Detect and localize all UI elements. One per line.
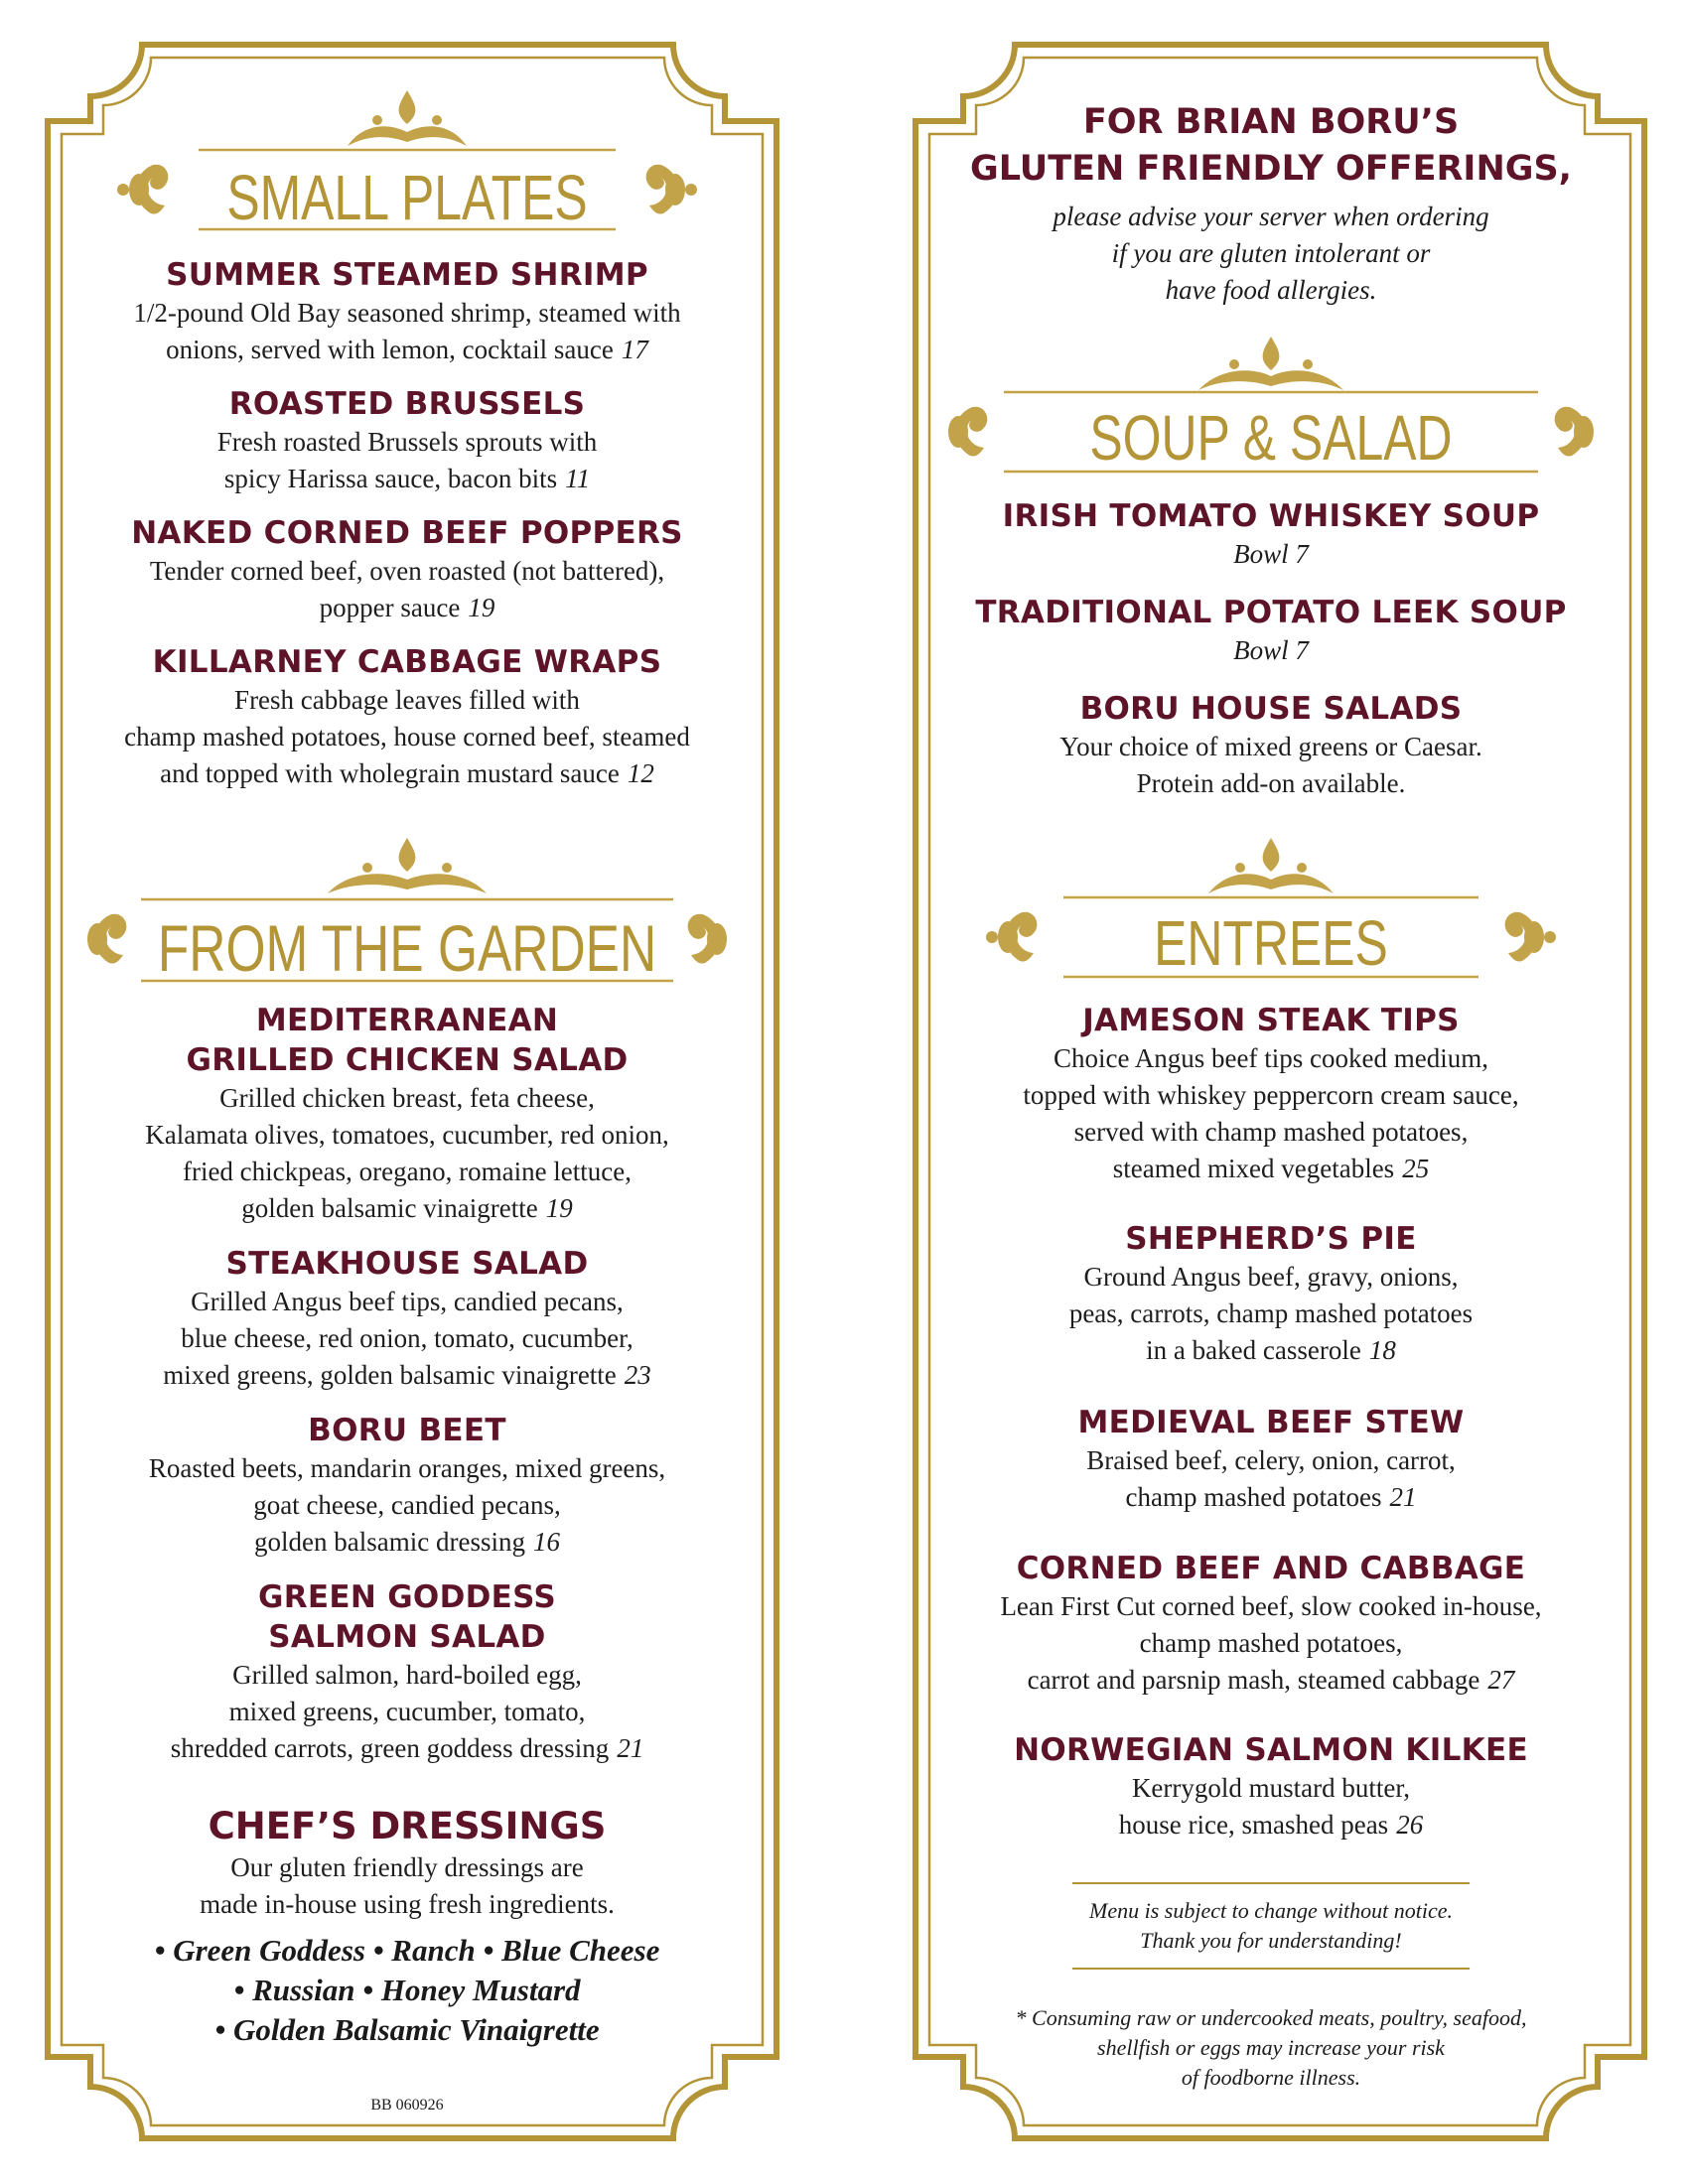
gluten-note-line: if you are gluten intolerant or <box>1111 238 1431 268</box>
item-detail: Bowl 7 <box>1233 635 1309 665</box>
menu-code-wrap <box>79 2097 735 2115</box>
item-price: 19 <box>468 593 495 622</box>
item-title: GREEN GODDESS <box>257 1579 556 1615</box>
dressings-heading: CHEF’S DRESSINGS <box>208 1805 607 1847</box>
entrees-heading: ENTREES <box>1154 908 1388 980</box>
item-title: TRADITIONAL POTATO LEEK SOUP <box>975 595 1567 630</box>
warning-line: of foodborne illness. <box>1181 2065 1361 2090</box>
menu-item-tomato-soup <box>938 496 1604 573</box>
menu-item-shepherds-pie <box>938 1219 1604 1369</box>
item-title: GRILLED CHICKEN SALAD <box>186 1042 629 1078</box>
item-title: JAMESON STEAK TIPS <box>1082 1003 1460 1038</box>
item-title: IRISH TOMATO WHISKEY SOUP <box>1002 498 1540 534</box>
item-price: 12 <box>627 758 654 788</box>
ornament-banner-icon <box>79 832 735 991</box>
item-price: 11 <box>565 464 591 493</box>
chefs-dressings <box>79 1804 735 2050</box>
item-desc-line: Grilled Angus beef tips, candied pecans, <box>191 1287 624 1316</box>
menu-item-brussels <box>79 384 735 497</box>
ornament-banner-icon <box>938 832 1604 986</box>
menu-change-notice <box>938 1882 1604 1970</box>
item-desc-line: 1/2-pound Old Bay seasoned shrimp, steamed with <box>133 298 681 328</box>
divider <box>1072 1882 1470 1884</box>
item-title: KILLARNEY CABBAGE WRAPS <box>152 644 662 680</box>
item-price: 26 <box>1396 1810 1424 1840</box>
item-desc-line: mixed greens, golden balsamic vinaigrette <box>163 1360 617 1390</box>
dressing-options-line: • Russian • Honey Mustard <box>233 1973 581 2007</box>
item-desc-line: Fresh cabbage leaves filled with <box>234 685 580 715</box>
item-desc-line: golden balsamic dressing <box>254 1527 525 1557</box>
gluten-title-line: GLUTEN FRIENDLY OFFERINGS, <box>970 149 1572 189</box>
item-title: NORWEGIAN SALMON KILKEE <box>1014 1732 1528 1768</box>
menu-item-shrimp <box>79 255 735 368</box>
menu-item-house-salads <box>938 689 1604 802</box>
item-price: 23 <box>624 1360 651 1390</box>
item-title: SHEPHERD’S PIE <box>1125 1221 1417 1257</box>
gluten-title-line: FOR BRIAN BORU’S <box>1082 102 1460 142</box>
warning-line: shellfish or eggs may increase your risk <box>1097 2035 1445 2060</box>
item-desc-line: topped with whiskey peppercorn cream sauce, <box>1023 1080 1519 1110</box>
menu-item-steakhouse-salad <box>79 1244 735 1394</box>
divider <box>1072 1968 1470 1970</box>
item-desc-line: Tender corned beef, oven roasted (not battered), <box>149 556 665 586</box>
menu-item-green-goddess-salmon <box>79 1577 735 1767</box>
item-desc-line: carrot and parsnip mash, steamed cabbage <box>1027 1665 1480 1695</box>
item-desc-line: shredded carrots, green goddess dressing <box>170 1733 610 1763</box>
item-desc-line: blue cheese, red onion, tomato, cucumber, <box>181 1323 633 1353</box>
dressing-options-line: • Golden Balsamic Vinaigrette <box>214 2012 600 2047</box>
item-title: BORU BEET <box>308 1413 506 1448</box>
item-title: MEDIEVAL BEEF STEW <box>1077 1405 1465 1440</box>
item-desc-line: champ mashed potatoes, house corned beef, steamed <box>124 722 690 751</box>
dressings-desc-line: made in-house using fresh ingredients. <box>200 1889 615 1919</box>
item-desc-line: onions, served with lemon, cocktail sauce <box>166 335 614 364</box>
garden-heading: FROM THE GARDEN <box>157 910 657 986</box>
dressings-desc-line: Our gluten friendly dressings are <box>230 1852 584 1882</box>
small-plates-heading: SMALL PLATES <box>226 163 588 234</box>
item-desc-line: Ground Angus beef, gravy, onions, <box>1083 1262 1459 1292</box>
menu-item-beef-stew <box>938 1403 1604 1516</box>
item-price: 19 <box>545 1193 573 1223</box>
menu-item-corned-beef-cabbage <box>938 1549 1604 1699</box>
menu-item-steak-tips <box>938 1001 1604 1187</box>
item-price: 27 <box>1487 1665 1515 1695</box>
item-desc-line: Kalamata olives, tomatoes, cucumber, red onion, <box>145 1120 669 1150</box>
item-desc-line: Lean First Cut corned beef, slow cooked in-house, <box>1000 1591 1542 1621</box>
item-desc-line: peas, carrots, champ mashed potatoes <box>1068 1298 1474 1328</box>
item-price: 25 <box>1402 1154 1430 1183</box>
ornament-banner-icon <box>938 333 1604 481</box>
item-desc-line: Choice Angus beef tips cooked medium, <box>1054 1043 1488 1073</box>
item-desc-line: Braised beef, celery, onion, carrot, <box>1086 1445 1456 1475</box>
item-title: MEDITERRANEAN <box>255 1003 559 1038</box>
warning-line: * Consuming raw or undercooked meats, poultry, seafood, <box>1015 2005 1527 2030</box>
entrees-banner <box>938 832 1604 986</box>
item-desc-line: Kerrygold mustard butter, <box>1131 1773 1411 1803</box>
menu-item-med-chicken-salad <box>79 1001 735 1227</box>
item-title: SALMON SALAD <box>268 1619 546 1655</box>
item-price: 16 <box>532 1527 560 1557</box>
gluten-note-line: please advise your server when ordering <box>1053 202 1489 231</box>
item-desc-line: and topped with wholegrain mustard sauce <box>160 758 620 788</box>
item-desc-line: served with champ mashed potatoes, <box>1073 1117 1469 1147</box>
item-title: STEAKHOUSE SALAD <box>225 1246 589 1282</box>
soup-salad-heading: SOUP & SALAD <box>1089 403 1453 475</box>
soup-salad-banner <box>938 333 1604 481</box>
menu-code: BB 060926 <box>370 2097 444 2114</box>
garden-banner <box>79 832 735 991</box>
item-title: ROASTED BRUSSELS <box>228 386 586 422</box>
item-desc-line: fried chickpeas, oregano, romaine lettuce, <box>182 1157 633 1186</box>
item-desc-line: spicy Harissa sauce, bacon bits <box>223 464 558 493</box>
item-desc-line: champ mashed potatoes, <box>1139 1628 1403 1658</box>
item-title: NAKED CORNED BEEF POPPERS <box>131 515 683 551</box>
item-desc-line: Your choice of mixed greens or Caesar. <box>1059 732 1482 761</box>
small-plates-banner <box>79 84 735 238</box>
menu-item-cabbage-wraps <box>79 642 735 792</box>
item-desc-line: steamed mixed vegetables <box>1112 1154 1395 1183</box>
item-desc-line: champ mashed potatoes <box>1125 1482 1382 1512</box>
menu-item-poppers <box>79 513 735 626</box>
gluten-note-line: have food allergies. <box>1165 275 1377 305</box>
menu-item-salmon-kilkee <box>938 1730 1604 1843</box>
item-price: 21 <box>1389 1482 1417 1512</box>
item-desc-line: goat cheese, candied pecans, <box>253 1490 561 1520</box>
item-desc-line: popper sauce <box>319 593 461 622</box>
notice-line: Menu is subject to change without notice. <box>1089 1898 1453 1923</box>
item-desc-line: in a baked casserole <box>1146 1335 1361 1365</box>
item-desc-line: Fresh roasted Brussels sprouts with <box>216 427 598 457</box>
item-title: SUMMER STEAMED SHRIMP <box>166 257 648 293</box>
item-desc-line: golden balsamic vinaigrette <box>241 1193 538 1223</box>
item-desc-line: Grilled salmon, hard-boiled egg, <box>232 1660 582 1690</box>
item-desc-line: Protein add-on available. <box>1136 768 1406 798</box>
item-title: BORU HOUSE SALADS <box>1079 691 1463 727</box>
ornament-banner-icon <box>79 84 735 238</box>
food-safety-warning <box>938 2003 1604 2093</box>
item-desc-line: Roasted beets, mandarin oranges, mixed greens, <box>148 1453 666 1483</box>
menu-item-boru-beet <box>79 1411 735 1561</box>
menu-item-leek-soup <box>938 593 1604 669</box>
item-desc-line: Grilled chicken breast, feta cheese, <box>219 1083 595 1113</box>
item-title: CORNED BEEF AND CABBAGE <box>1016 1551 1526 1586</box>
item-price: 17 <box>621 335 648 364</box>
dressing-options-line: • Green Goddess • Ranch • Blue Cheese <box>154 1933 660 1968</box>
item-price: 21 <box>617 1733 644 1763</box>
notice-line: Thank you for understanding! <box>1140 1928 1402 1953</box>
gluten-friendly-notice <box>938 99 1604 309</box>
item-desc-line: mixed greens, cucumber, tomato, <box>228 1697 586 1726</box>
item-desc-line: house rice, smashed peas <box>1118 1810 1389 1840</box>
item-price: 18 <box>1368 1335 1396 1365</box>
item-detail: Bowl 7 <box>1233 539 1309 569</box>
